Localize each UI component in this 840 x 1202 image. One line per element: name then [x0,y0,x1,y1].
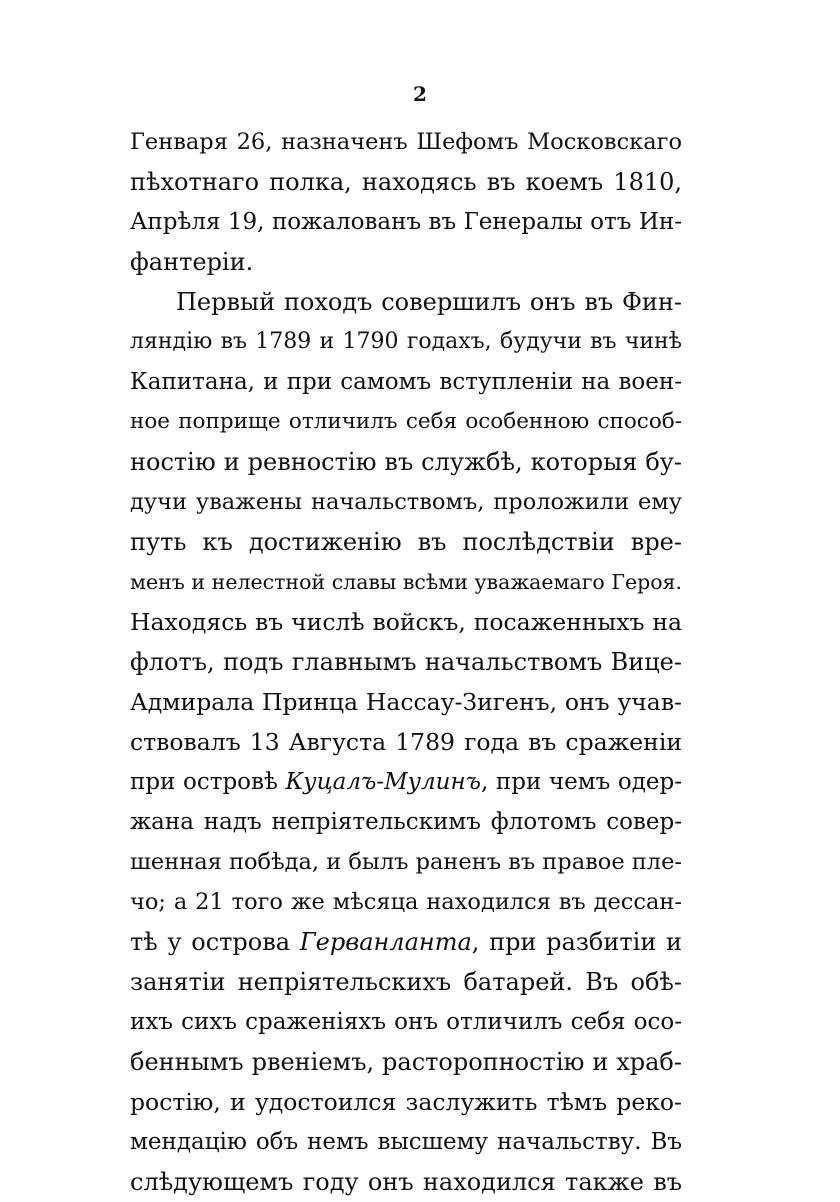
text-line [130,122,682,162]
text-line [130,882,682,922]
text-segment: , при разбитіи и [471,928,683,956]
text-segment: Адмирала Принца Нассау-Зигенъ, онъ учав- [130,688,682,716]
text-segment: Находясь въ числѣ войскъ, посаженныхъ на [130,608,682,636]
text-line [130,242,682,282]
text-segment: тѣ у острова [130,928,300,956]
text-line [130,802,682,842]
text-line [130,1162,682,1202]
text-segment: чо; а 21 того же мѣсяца находился въ дессан- [130,889,682,915]
text-line [130,922,682,962]
text-segment: слѣдующемъ году онъ находился также въ [130,1168,682,1196]
italic-text: Герванланта [299,928,472,956]
text-line [130,682,682,722]
text-segment: ростію, и удостоился заслужить тѣмъ реко- [130,1088,682,1116]
text-segment: мендацію объ немъ высшему начальству. Въ [130,1129,682,1155]
text-line [130,722,682,762]
body-text [130,122,682,1202]
text-segment: жана надъ непріятельскимъ флотомъ совер- [130,809,682,835]
text-line [130,482,682,522]
text-segment: , при чемъ одер- [480,769,682,795]
text-segment: фантеріи. [130,248,254,276]
text-line [130,602,682,642]
text-segment: при островѣ [130,769,286,795]
text-line [130,1122,682,1162]
text-line [130,402,682,442]
text-segment: Генваря 26, назначенъ Шефомъ Московскаго [130,129,682,155]
text-line [130,1002,682,1042]
text-line [130,1042,682,1082]
text-segment: флотъ, подъ главнымъ начальствомъ Вице- [130,648,682,676]
text-line [130,442,682,482]
text-segment: беннымъ рвеніемъ, расторопностію и храб- [130,1048,682,1076]
text-segment: пѣхотнаго полка, находясь въ коемъ 1810, [130,168,682,196]
text-line [130,962,682,1002]
text-segment: Первый походъ совершилъ онъ въ Фин- [176,288,682,316]
text-line [130,322,682,362]
text-line [130,562,682,602]
text-line [130,842,682,882]
text-line [130,522,682,562]
text-segment: Капитана, и при самомъ вступленіи на воен- [130,369,682,395]
text-segment: ное поприще отличилъ себя особенною способ- [130,409,682,434]
text-line [130,642,682,682]
text-segment: ихъ сихъ сраженіяхъ онъ отличилъ себя осо- [130,1009,682,1035]
text-segment: путь къ достиженію въ послѣдствіи вре- [130,528,682,556]
text-segment: ностію и ревностію въ службѣ, которыя бу- [130,448,682,476]
text-line [130,202,682,242]
text-line [130,362,682,402]
text-segment: шенная побѣда, и былъ раненъ въ правое пле- [130,849,683,875]
italic-text: Куцалъ-Мулинъ [285,769,481,795]
text-segment: менъ и нелестной славы всѣми уважаемаго Героя. [130,570,682,594]
text-line [130,1082,682,1122]
text-line [130,282,682,322]
page-number: 2 [413,82,427,106]
text-segment: Апрѣля 19, пожалованъ въ Генералы отъ Ин- [130,209,682,235]
text-segment: ляндію въ 1789 и 1790 годахъ, будучи въ чинѣ [130,329,682,354]
text-line [130,162,682,202]
text-segment: ствовалъ 13 Августа 1789 года въ сраженіи [130,728,682,756]
text-segment: дучи уважены начальствомъ, проложили ему [130,489,682,515]
text-line [130,762,682,802]
text-segment: занятіи непріятельскихъ батарей. Въ обѣ- [130,968,682,996]
